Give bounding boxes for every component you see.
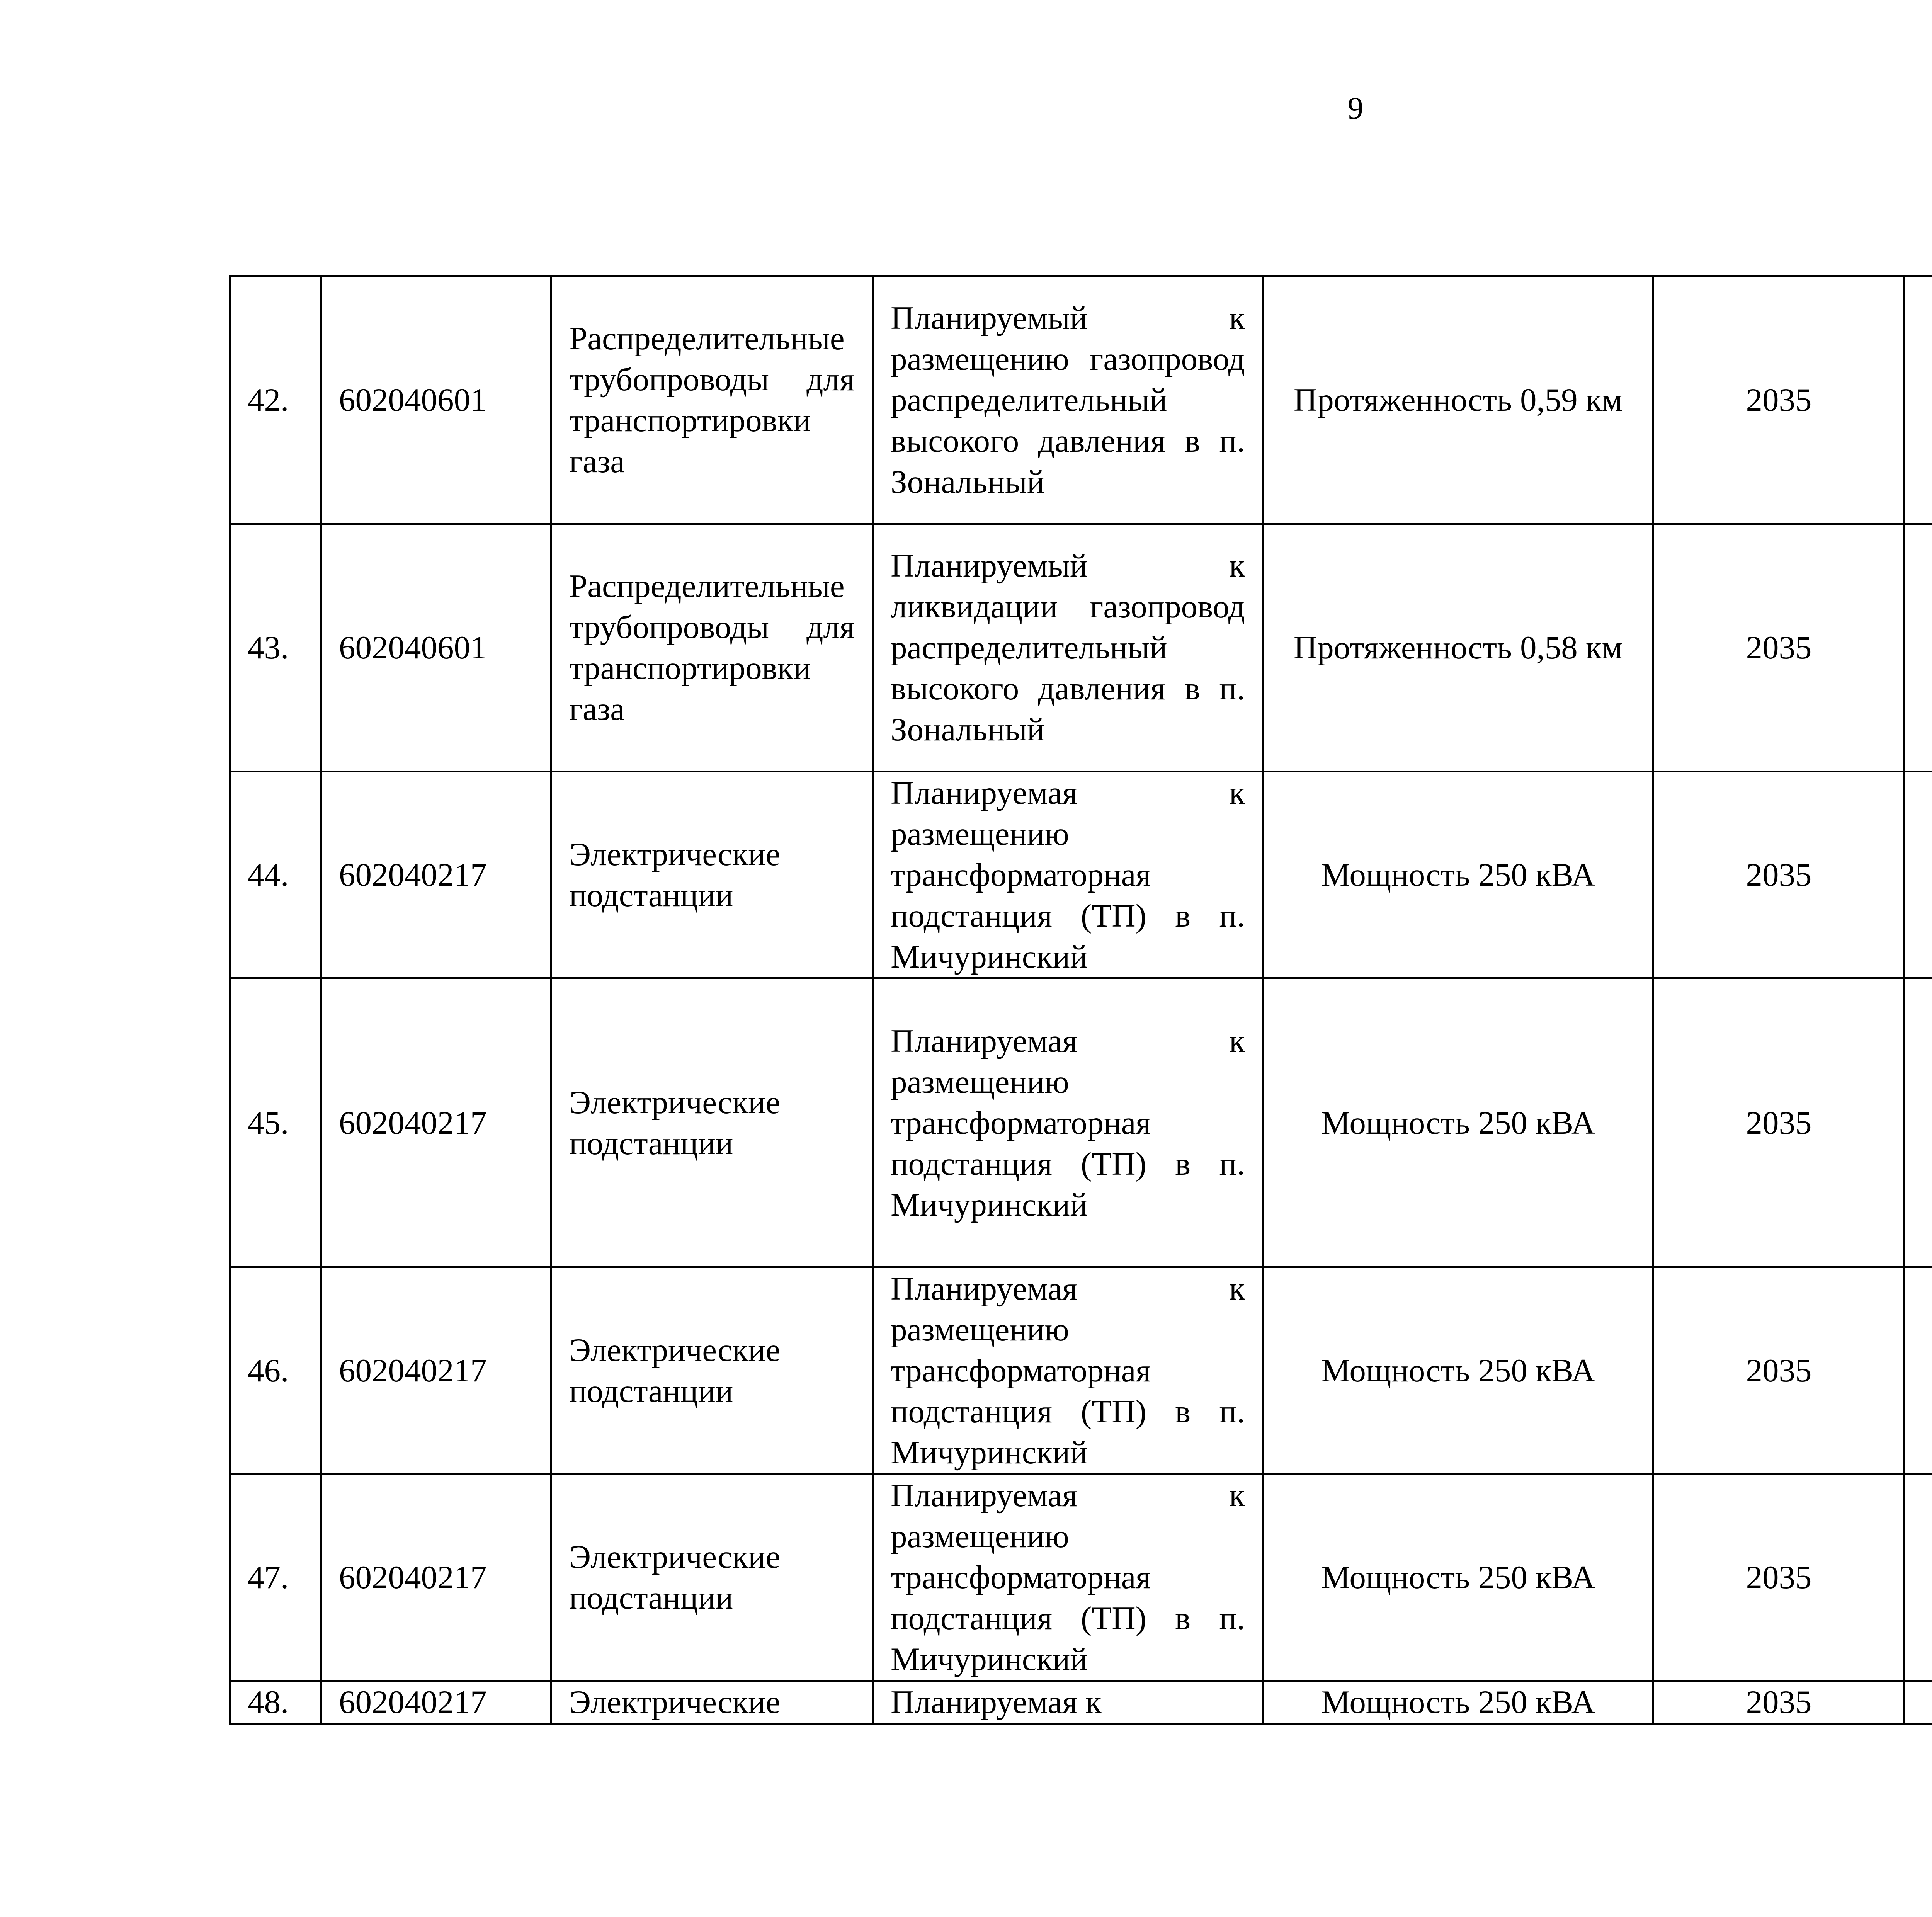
- object-capacity: Мощность 250 кВА: [1263, 1474, 1653, 1681]
- object-description: Планируемая к размещению трансформаторная подстанция (ТП) в п. Мичуринский: [873, 1474, 1263, 1681]
- objects-table: [229, 275, 1932, 1725]
- object-name: Электрические подстанции: [551, 1267, 873, 1474]
- row-number: 46.: [230, 1267, 321, 1474]
- object-year: 2035: [1653, 978, 1905, 1267]
- object-description: Планируемая к размещению трансформаторная подстанция (ТП) в п. Мичуринский: [873, 978, 1263, 1267]
- object-name: Электрические: [551, 1681, 873, 1724]
- functional-zone: [1905, 1267, 1932, 1474]
- object-description: Планируемый к размещению газопровод распределительный высокого давления в п. Зональный: [873, 276, 1263, 524]
- row-number: 43.: [230, 524, 321, 772]
- object-capacity: Мощность 250 кВА: [1263, 772, 1653, 978]
- object-code: 602040217: [321, 1267, 551, 1474]
- table-row: [230, 1681, 1932, 1724]
- object-name: Электрические подстанции: [551, 978, 873, 1267]
- object-capacity: Протяженность 0,59 км: [1263, 276, 1653, 524]
- object-code: 602040601: [321, 524, 551, 772]
- object-description: Планируемая к размещению трансформаторная подстанция (ТП) в п. Мичуринский: [873, 1267, 1263, 1474]
- object-year: 2035: [1653, 276, 1905, 524]
- object-description: Планируемая к: [873, 1681, 1263, 1724]
- object-code: 602040601: [321, 276, 551, 524]
- object-name: Распределительные трубопроводы для транспортировки газа: [551, 524, 873, 772]
- object-code: 602040217: [321, 772, 551, 978]
- functional-zone: [1905, 1681, 1932, 1724]
- object-year: 2035: [1653, 772, 1905, 978]
- functional-zone: [1905, 276, 1932, 524]
- object-capacity: Мощность 250 кВА: [1263, 1267, 1653, 1474]
- object-code: 602040217: [321, 978, 551, 1267]
- object-code: 602040217: [321, 1681, 551, 1724]
- object-year: 2035: [1653, 1681, 1905, 1724]
- table-row: [230, 1267, 1932, 1474]
- object-name: Электрические подстанции: [551, 1474, 873, 1681]
- row-number: 44.: [230, 772, 321, 978]
- object-capacity: Мощность 250 кВА: [1263, 1681, 1653, 1724]
- functional-zone: [1905, 772, 1932, 978]
- row-number: 42.: [230, 276, 321, 524]
- table-row: [230, 276, 1932, 524]
- table-row: [230, 978, 1932, 1267]
- object-name: Распределительные трубопроводы для транспортировки газа: [551, 276, 873, 524]
- object-name: Электрические подстанции: [551, 772, 873, 978]
- object-year: 2035: [1653, 1267, 1905, 1474]
- object-code: 602040217: [321, 1474, 551, 1681]
- object-description: Планируемая к размещению трансформаторная подстанция (ТП) в п. Мичуринский: [873, 772, 1263, 978]
- table-row: [230, 772, 1932, 978]
- object-capacity: Протяженность 0,58 км: [1263, 524, 1653, 772]
- row-number: 48.: [230, 1681, 321, 1724]
- row-number: 47.: [230, 1474, 321, 1681]
- object-year: 2035: [1653, 524, 1905, 772]
- table-row: [230, 524, 1932, 772]
- functional-zone: [1905, 1474, 1932, 1681]
- row-number: 45.: [230, 978, 321, 1267]
- object-year: 2035: [1653, 1474, 1905, 1681]
- object-capacity: Мощность 250 кВА: [1263, 978, 1653, 1267]
- functional-zone: [1905, 978, 1932, 1267]
- table-row: [230, 1474, 1932, 1681]
- object-description: Планируемый к ликвидации газопровод распределительный высокого давления в п. Зональный: [873, 524, 1263, 772]
- functional-zone: [1905, 524, 1932, 772]
- page-number: 9: [1347, 90, 1364, 126]
